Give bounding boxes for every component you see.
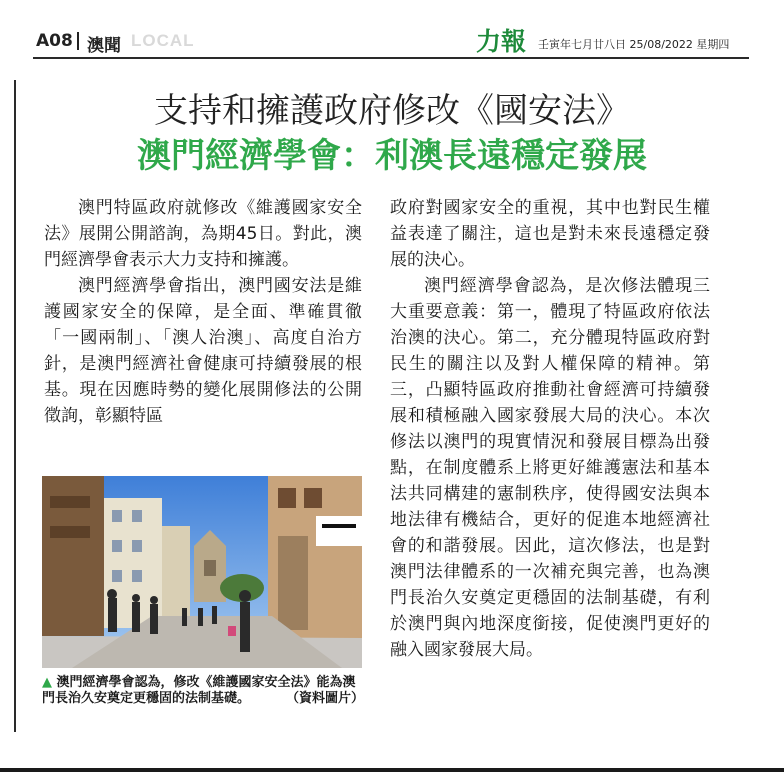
date-line: 壬寅年七月廿八日 25/08/2022 星期四 xyxy=(538,38,730,51)
bottom-rule xyxy=(0,768,784,772)
photo-credit: （資料圖片） xyxy=(285,691,364,706)
caption-text: 澳門經濟學會認為，修改《維護國家安全法》能為澳門長治久安奠定更穩固的法制基礎。 xyxy=(42,675,356,706)
photo-caption xyxy=(42,675,364,707)
triangle-marker-icon: ▲ xyxy=(42,675,52,690)
section-name: 澳聞 xyxy=(87,36,121,56)
article-column-left xyxy=(44,195,362,429)
headline-sub: 澳門經濟學會：利澳長遠穩定發展 xyxy=(137,136,647,176)
header-rule xyxy=(33,57,749,59)
left-border-rule xyxy=(14,80,16,732)
article-paragraph: 澳門經濟學會認為，是次修法體現三大重要意義：第一，體現了特區政府依法治澳的決心。第二，充分體現特區政府對民生的關注以及對人權保障的精神。第三，凸顯特區政府推動社會經濟可持續發展和積極融入國家發展大局的決心。本次修法以澳門的現實情況和發展目標為出發點，在制度體系上將更好維護憲法和基本法共同構建的憲制秩序，使得國安法與本地法律有機結合，更好的促進本地經濟社會的和諧發展。因此，這次修法，也是對澳門法律體系的一次補充與完善，也為澳門長治久安奠定更穩固的法制基礎，有利於澳門與內地深度銜接，促使澳門更好的融入國家發展大局。 xyxy=(390,276,710,660)
section-name-en: LOCAL xyxy=(131,31,195,50)
article-paragraph: 政府對國家安全的重視，其中也對民生權益表達了關注，這也是對未來長遠穩定發展的決心。 xyxy=(390,198,710,270)
article-paragraph: 澳門特區政府就修改《維護國家安全法》展開公開諮詢，為期45日。對此，澳門經濟學會表示大力支持和擁護。 xyxy=(44,198,362,270)
street-photo-icon xyxy=(42,476,362,668)
newspaper-logo: 力報 xyxy=(476,27,527,56)
article-paragraph: 澳門經濟學會指出，澳門國安法是維護國家安全的保障，是全面、準確貫徹「一國兩制」、「澳人治澳」、高度自治方針，是澳門經濟社會健康可持續發展的根基。現在因應時勢的變化展開修法的公開徵詢，彰顯特區 xyxy=(44,276,362,426)
headline-main: 支持和擁護政府修改《國安法》 xyxy=(154,91,630,131)
header-divider xyxy=(77,32,79,50)
article-photo xyxy=(42,476,362,668)
article-column-right xyxy=(390,195,710,663)
page-header xyxy=(0,0,784,60)
page-number: A08 xyxy=(36,31,73,51)
